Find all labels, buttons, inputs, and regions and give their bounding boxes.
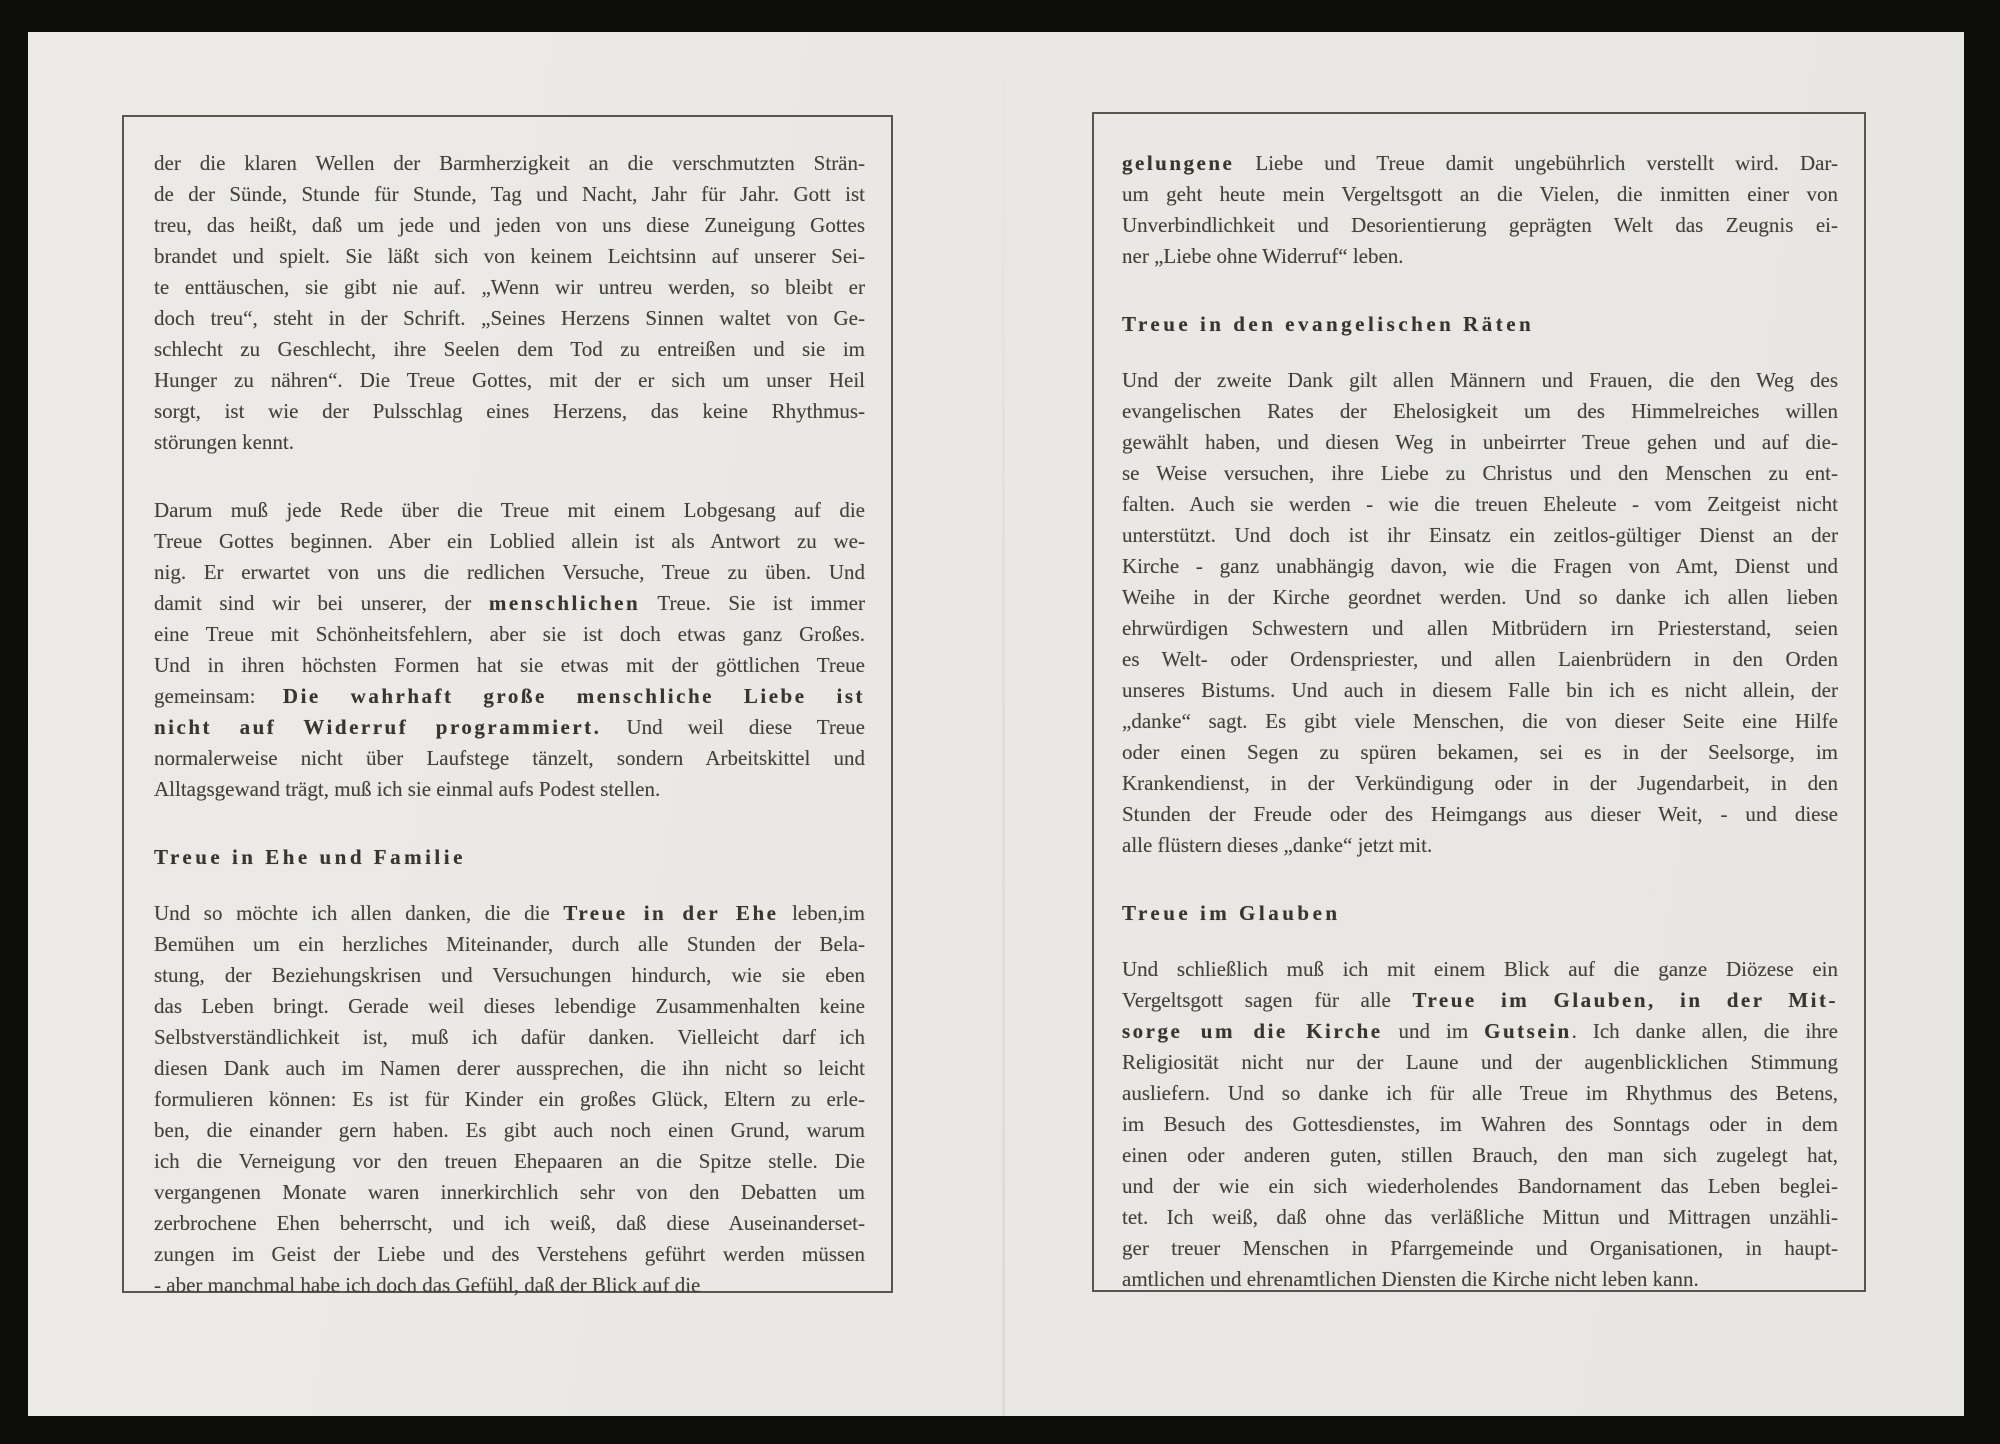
text-line — [154, 1053, 865, 1084]
text-line — [154, 898, 865, 929]
text-line — [1122, 1109, 1838, 1140]
text-segment: treu, das heißt, daß um jede und jeden von uns diese Zuneigung Gottes — [154, 213, 865, 237]
text-segment: der die klaren Wellen der Barmherzigkeit an die verschmutzten Strän- — [154, 151, 865, 175]
text-line — [154, 743, 865, 774]
text-line — [154, 557, 865, 588]
text-line — [154, 179, 865, 210]
text-line — [1122, 210, 1838, 241]
text-line — [154, 396, 865, 427]
text-line — [154, 1115, 865, 1146]
emphasized-text: nicht auf Widerruf programmiert. — [154, 715, 602, 739]
text-line — [154, 991, 865, 1022]
text-segment: damit sind wir bei unserer, der — [154, 591, 489, 615]
text-line — [154, 774, 865, 805]
text-line — [1122, 613, 1838, 644]
text-line — [1122, 799, 1838, 830]
text-line — [154, 495, 865, 526]
text-segment: einen oder anderen guten, stillen Brauch, den man sich zugelegt hat, — [1122, 1143, 1838, 1167]
text-segment: Und in ihren höchsten Formen hat sie etwas mit der göttlichen Treue — [154, 653, 865, 677]
text-segment: Treue Gottes beginnen. Aber ein Loblied allein ist als Antwort zu we- — [154, 529, 865, 553]
text-segment: de der Sünde, Stunde für Stunde, Tag und Nacht, Jahr für Jahr. Gott ist — [154, 182, 865, 206]
section-heading: Treue in den evangelischen Räten — [1122, 312, 1535, 336]
text-segment: Und schließlich muß ich mit einem Blick auf die ganze Diözese ein — [1122, 957, 1838, 981]
text-segment: Krankendienst, in der Verkündigung oder in der Jugendarbeit, in den — [1122, 771, 1838, 795]
page-text-left — [124, 117, 891, 1297]
text-segment: Kirche - ganz unabhängig davon, wie die Fragen von Amt, Dienst und — [1122, 554, 1838, 578]
text-segment: alle flüstern dieses „danke“ jetzt mit. — [1122, 833, 1433, 857]
text-segment: Und so möchte ich allen danken, die die — [154, 901, 564, 925]
text-segment: Darum muß jede Rede über die Treue mit einem Lobgesang auf die — [154, 498, 865, 522]
text-line — [154, 1239, 865, 1270]
text-line — [1122, 489, 1838, 520]
text-line — [1122, 675, 1838, 706]
text-segment: Hunger zu nähren“. Die Treue Gottes, mit der er sich um unser Heil — [154, 368, 865, 392]
text-line — [154, 1146, 865, 1177]
page-frame-left — [122, 115, 893, 1297]
text-line — [1122, 1047, 1838, 1078]
text-segment: ausliefern. Und so danke ich für alle Treue im Rhythmus des Betens, — [1122, 1081, 1838, 1105]
text-line — [1122, 241, 1838, 272]
section-heading: Treue im Glauben — [1122, 901, 1341, 925]
text-segment: brandet und spielt. Sie läßt sich von keinem Leichtsinn auf unserer Sei- — [154, 244, 865, 268]
emphasized-text: menschlichen — [488, 591, 641, 615]
text-segment: gewählt haben, und diesen Weg in unbeirrter Treue gehen und auf die- — [1122, 430, 1838, 454]
text-segment: Unverbindlichkeit und Desorientierung geprägten Welt das Zeugnis ei- — [1122, 213, 1838, 237]
emphasized-text: Treue in der Ehe — [563, 901, 779, 925]
text-segment: sorgt, ist wie der Pulsschlag eines Herzens, das keine Rhythmus- — [154, 399, 865, 423]
text-line — [1122, 768, 1838, 799]
paragraph — [1122, 954, 1838, 1295]
text-segment: „danke“ sagt. Es gibt viele Menschen, die von dieser Seite eine Hilfe — [1122, 709, 1838, 733]
text-line — [154, 712, 865, 743]
text-line — [154, 1270, 865, 1301]
text-line — [1122, 1140, 1838, 1171]
text-segment: zerbrochene Ehen beherrscht, und ich weiß, daß diese Auseinanderset- — [154, 1211, 865, 1235]
text-segment: Treue. Sie ist immer — [640, 591, 865, 615]
text-segment: Liebe und Treue damit ungebührlich verstellt wird. Dar- — [1234, 151, 1838, 175]
paragraph — [154, 148, 865, 458]
text-segment: nig. Er erwartet von uns die redlichen Versuche, Treue zu üben. Und — [154, 560, 865, 584]
text-segment: Stunden der Freude oder des Heimgangs aus dieser Weit, - und diese — [1122, 802, 1838, 826]
text-line — [1122, 365, 1838, 396]
text-line — [154, 427, 865, 458]
text-segment: ich die Verneigung vor den treuen Ehepaaren an die Spitze stelle. Die — [154, 1149, 865, 1173]
text-segment: Vergeltsgott sagen für alle — [1122, 988, 1413, 1012]
text-line — [1122, 179, 1838, 210]
text-segment: doch treu“, steht in der Schrift. „Seines Herzens Sinnen waltet von Ge- — [154, 306, 865, 330]
text-line — [154, 1177, 865, 1208]
emphasized-text: Gutsein — [1484, 1019, 1572, 1043]
text-segment: - aber manchmal habe ich doch das Gefühl, daß der Blick auf die — [154, 1273, 701, 1297]
text-segment: se Weise versuchen, ihre Liebe zu Christus und den Menschen zu ent- — [1122, 461, 1838, 485]
page-text-right — [1094, 114, 1864, 1290]
text-segment: gemeinsam: — [154, 684, 283, 708]
text-line — [1122, 427, 1838, 458]
text-segment: amtlichen und ehrenamtlichen Diensten die Kirche nicht leben kann. — [1122, 1267, 1699, 1291]
text-segment: normalerweise nicht über Laufstege tänzelt, sondern Arbeitskittel und — [154, 746, 865, 770]
text-segment: unterstützt. Und doch ist ihr Einsatz ein zeitlos-gültiger Dienst an der — [1122, 523, 1838, 547]
center-fold-line — [1002, 32, 1005, 1416]
text-segment: te enttäuschen, sie gibt nie auf. „Wenn wir untreu werden, so bleibt er — [154, 275, 865, 299]
text-segment: ben, die einander gern haben. Es gibt auch noch einen Grund, warum — [154, 1118, 865, 1142]
section-heading: Treue in Ehe und Familie — [154, 845, 466, 869]
text-line — [1122, 458, 1838, 489]
text-line — [1122, 644, 1838, 675]
text-line — [154, 334, 865, 365]
text-line — [154, 241, 865, 272]
text-line — [1122, 1016, 1838, 1047]
text-line — [1122, 396, 1838, 427]
text-segment: eine Treue mit Schönheitsfehlern, aber sie ist doch etwas ganz Großes. — [154, 622, 865, 646]
emphasized-text: sorge um die Kirche — [1122, 1019, 1383, 1043]
text-line — [1122, 520, 1838, 551]
text-segment: schlecht zu Geschlecht, ihre Seelen dem Tod zu entreißen und sie im — [154, 337, 865, 361]
text-segment: falten. Auch sie werden - wie die treuen Eheleute - vom Zeitgeist nicht — [1122, 492, 1838, 516]
text-segment: . Ich danke allen, die ihre — [1571, 1019, 1838, 1043]
text-line — [1122, 985, 1838, 1016]
paragraph — [1122, 365, 1838, 861]
text-line — [1122, 706, 1838, 737]
paper-sheet — [28, 32, 1964, 1416]
text-line — [1122, 1233, 1838, 1264]
text-segment: evangelischen Rates der Ehelosigkeit um des Himmelreiches willen — [1122, 399, 1838, 423]
text-segment: zungen im Geist der Liebe und des Verstehens geführt werden müssen — [154, 1242, 865, 1266]
text-segment: und der wie ein sich wiederholendes Bandornament das Leben beglei- — [1122, 1174, 1838, 1198]
text-line — [1122, 737, 1838, 768]
text-line — [1122, 1202, 1838, 1233]
text-line — [154, 1208, 865, 1239]
text-segment: und im — [1382, 1019, 1485, 1043]
text-segment: ner „Liebe ohne Widerruf“ leben. — [1122, 244, 1404, 268]
text-segment: stung, der Beziehungskrisen und Versuchungen hindurch, wie sie eben — [154, 963, 865, 987]
paragraph — [154, 495, 865, 805]
text-line — [154, 619, 865, 650]
text-line — [1122, 830, 1838, 861]
emphasized-text: gelungene — [1122, 151, 1235, 175]
text-segment: Weihe in der Kirche geordnet werden. Und so danke ich allen lieben — [1122, 585, 1838, 609]
page-frame-right — [1092, 112, 1866, 1292]
paragraph — [1122, 148, 1838, 272]
text-line — [1122, 148, 1838, 179]
text-line — [154, 1022, 865, 1053]
text-line — [1122, 1264, 1838, 1295]
text-segment: ehrwürdigen Schwestern und allen Mitbrüdern irn Priesterstand, seien — [1122, 616, 1838, 640]
text-segment: oder einen Segen zu spüren bekamen, sei es in der Seelsorge, im — [1122, 740, 1838, 764]
text-segment: Bemühen um ein herzliches Miteinander, durch alle Stunden der Bela- — [154, 932, 865, 956]
text-segment: Und der zweite Dank gilt allen Männern und Frauen, die den Weg des — [1122, 368, 1838, 392]
text-line — [154, 650, 865, 681]
text-line — [154, 681, 865, 712]
text-line — [1122, 1078, 1838, 1109]
paragraph — [154, 898, 865, 1301]
text-line — [1122, 551, 1838, 582]
text-segment: ger treuer Menschen in Pfarrgemeinde und Organisationen, in haupt- — [1122, 1236, 1838, 1260]
text-line — [154, 960, 865, 991]
text-segment: störungen kennt. — [154, 430, 294, 454]
text-line — [154, 588, 865, 619]
text-segment: Alltagsgewand trägt, muß ich sie einmal aufs Podest stellen. — [154, 777, 661, 801]
text-segment: im Besuch des Gottesdienstes, im Wahren des Sonntags oder in dem — [1122, 1112, 1838, 1136]
text-segment: um geht heute mein Vergeltsgott an die Vielen, die inmitten einer von — [1122, 182, 1838, 206]
emphasized-text: Die wahrhaft große menschliche Liebe ist — [282, 684, 865, 708]
text-line — [154, 272, 865, 303]
text-segment: diesen Dank auch im Namen derer aussprechen, die ihn nicht so leicht — [154, 1056, 865, 1080]
text-line — [1122, 582, 1838, 613]
text-segment: unseres Bistums. Und auch in diesem Falle bin ich es nicht allein, der — [1122, 678, 1838, 702]
text-line — [154, 1084, 865, 1115]
text-line — [154, 148, 865, 179]
text-segment: leben,im — [778, 901, 865, 925]
text-line — [154, 303, 865, 334]
text-line — [1122, 1171, 1838, 1202]
text-segment: tet. Ich weiß, daß ohne das verläßliche Mittun und Mittragen unzähli- — [1122, 1205, 1838, 1229]
text-segment: Selbstverständlichkeit ist, muß ich dafür danken. Vielleicht darf ich — [154, 1025, 865, 1049]
text-line — [154, 526, 865, 557]
text-line — [154, 929, 865, 960]
text-segment: es Welt- oder Ordenspriester, und allen Laienbrüdern in den Orden — [1122, 647, 1838, 671]
text-segment: das Leben bringt. Gerade weil dieses lebendige Zusammenhalten keine — [154, 994, 865, 1018]
text-segment: Und weil diese Treue — [601, 715, 865, 739]
text-line — [154, 210, 865, 241]
text-line — [1122, 954, 1838, 985]
text-segment: Religiosität nicht nur der Laune und der augenblicklichen Stimmung — [1122, 1050, 1838, 1074]
text-line — [154, 365, 865, 396]
text-segment: vergangenen Monate waren innerkirchlich sehr von den Debatten um — [154, 1180, 865, 1204]
emphasized-text: Treue im Glauben, in der Mit- — [1412, 988, 1838, 1012]
text-segment: formulieren können: Es ist für Kinder ein großes Glück, Eltern zu erle- — [154, 1087, 865, 1111]
